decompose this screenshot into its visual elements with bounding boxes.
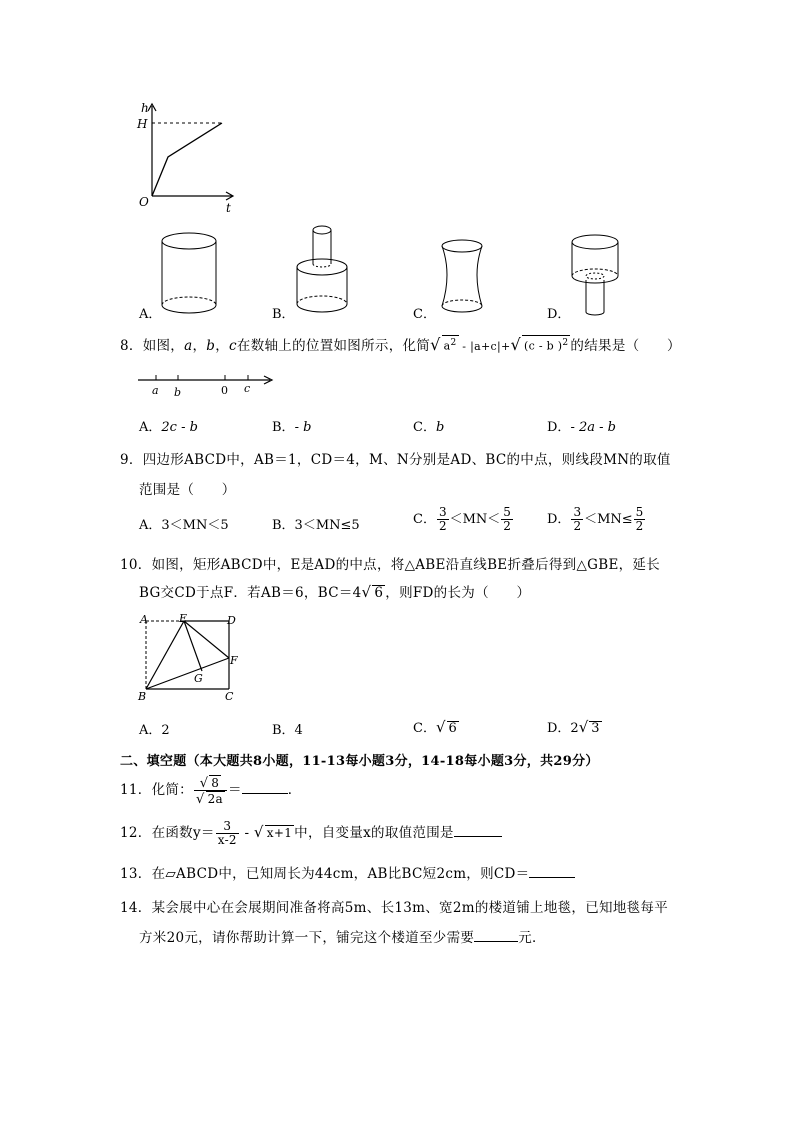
q8-var-b: b bbox=[206, 338, 216, 354]
graph-label-O: O bbox=[139, 195, 149, 209]
q14-stem-line1: 14．某会展中心在会展期间准备将高5m、长13m、宽2m的楼道铺上地毯，已知地毯每平 bbox=[120, 900, 669, 916]
q10-stem-line1: 10．如图，矩形ABCD中，E是AD的中点，将△ABE沿直线BE折叠后得到△GBE，延长 bbox=[120, 557, 661, 573]
q12-answer-blank[interactable] bbox=[454, 824, 502, 837]
q7-option-a[interactable]: A． bbox=[139, 307, 162, 322]
axis-label-a: a bbox=[152, 384, 159, 397]
fig-label-C: C bbox=[225, 690, 234, 703]
q10-stem-line2: BG交CD于点F．若AB＝6，BC＝4√ 6 ，则FD的长为（ ） bbox=[139, 583, 531, 601]
q8-option-b[interactable]: B．- b bbox=[272, 420, 312, 435]
fig-label-A: A bbox=[140, 613, 148, 626]
q7-height-time-graph bbox=[132, 98, 242, 216]
q7-option-d[interactable]: D． bbox=[547, 307, 571, 322]
cylinder-shape-c bbox=[434, 236, 494, 320]
q9-option-a[interactable]: A．3＜MN＜5 bbox=[139, 518, 229, 533]
axis-label-zero: 0 bbox=[221, 384, 228, 397]
section2-heading: 二、填空题（本大题共8小题，11-13每小题3分，14-18每小题3分，共29分） bbox=[120, 754, 599, 769]
q11-answer-blank[interactable] bbox=[242, 781, 288, 794]
fig-label-G: G bbox=[194, 672, 203, 685]
q9-option-d[interactable]: D． $\frac{3}{2}$ ＜MN≤ $\frac{5}{2}$ bbox=[547, 505, 644, 533]
graph-label-h: h bbox=[141, 101, 149, 115]
q8-option-a[interactable]: A．2c - b bbox=[139, 420, 198, 435]
fig-label-B: B bbox=[138, 690, 147, 703]
cylinder-shape-b bbox=[292, 222, 354, 320]
q7-option-c[interactable]: C． bbox=[413, 307, 436, 322]
q13-answer-blank[interactable] bbox=[529, 865, 575, 878]
q8-stem: 8．如图，a，b，c在数轴上的位置如图所示，化简√ $a^2 - |a+c|+√$ (c - b )$^2$ 的结果是（ ） bbox=[120, 335, 681, 354]
graph-label-H: H bbox=[137, 117, 148, 131]
axis-label-b: b bbox=[174, 386, 182, 399]
q8-expr-mid: - |a+c|+ bbox=[458, 340, 511, 353]
cylinder-shape-a bbox=[158, 228, 224, 320]
q8-mid: 在数轴上的位置如图所示，化简 bbox=[236, 338, 431, 354]
q9-option-b[interactable]: B．3＜MN≤5 bbox=[272, 518, 360, 533]
q10-option-c[interactable]: C．√ 6 bbox=[413, 718, 457, 736]
fig-label-F: F bbox=[230, 654, 238, 667]
q8-prefix: 8．如图， bbox=[120, 338, 185, 354]
q13-stem: 13．在▱ABCD中，已知周长为44cm，AB比BC短2cm，则CD＝ bbox=[120, 862, 575, 882]
fig-label-D: D bbox=[227, 614, 236, 627]
q10-option-b[interactable]: B．4 bbox=[272, 723, 303, 738]
q10-option-d[interactable]: D．2√ 3 bbox=[547, 718, 600, 736]
fig-label-E: E bbox=[179, 612, 188, 625]
q10-option-a[interactable]: A．2 bbox=[139, 723, 170, 738]
q7-option-b[interactable]: B． bbox=[272, 307, 295, 322]
q8-number-line bbox=[136, 372, 278, 400]
q9-stem-line1: 9．四边形ABCD中，AB＝1，CD＝4，M、N分别是AD、BC的中点，则线段MN的取值 bbox=[120, 452, 671, 468]
graph-label-t: t bbox=[226, 201, 231, 215]
q11-stem: 11．化简： $\frac{√ 8}{√ 2a}$ ＝ ． bbox=[120, 776, 302, 807]
q8-sqrt-cb: (c - b )$^2$ bbox=[522, 335, 570, 354]
q8-suffix: 的结果是（ ） bbox=[570, 338, 681, 354]
q10-rectangle-figure bbox=[134, 610, 246, 706]
axis-label-c: c bbox=[244, 382, 251, 395]
q12-stem: 12．在函数y＝ $\frac{3}{x-2}$ - √ x+1 中，自变量x的取值范围是 bbox=[120, 820, 502, 847]
q8-var-a: a bbox=[184, 338, 193, 354]
q9-stem-line2: 范围是（ ） bbox=[139, 482, 236, 498]
q8-option-c[interactable]: C．b bbox=[413, 420, 445, 435]
q8-sqrt-a2: $a^2$ bbox=[442, 335, 459, 354]
q14-answer-blank[interactable] bbox=[474, 929, 518, 942]
q9-option-c[interactable]: C． $\frac{3}{2}$ ＜MN＜ $\frac{5}{2}$ bbox=[413, 505, 511, 533]
q8-option-d[interactable]: D．- 2a - b bbox=[547, 420, 616, 435]
q8-var-c: c bbox=[229, 338, 237, 354]
cylinder-shape-d bbox=[566, 232, 628, 320]
q14-stem-line2: 方米20元，请你帮助计算一下，铺完这个楼道至少需要 元． bbox=[139, 930, 546, 946]
